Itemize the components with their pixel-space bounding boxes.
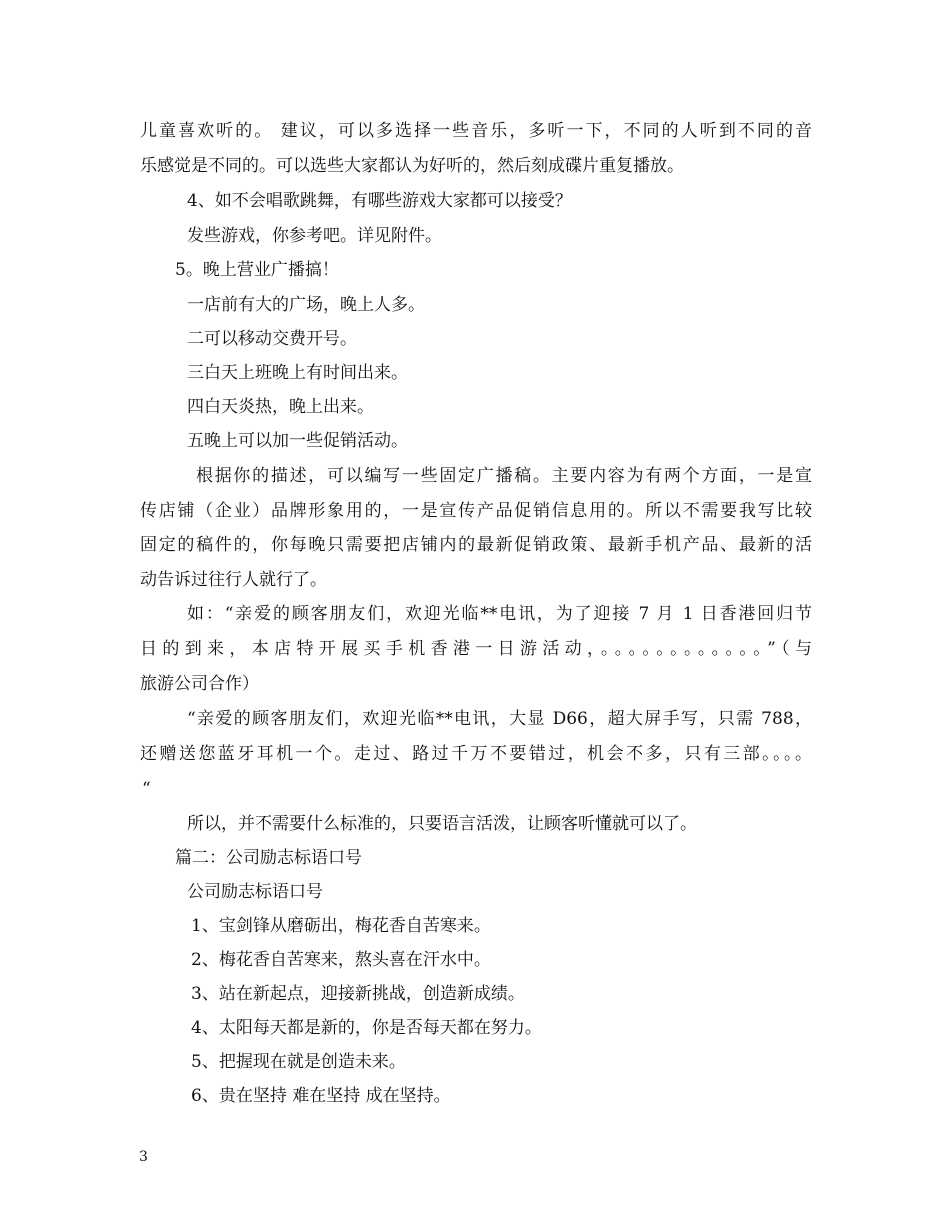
paragraph-line: 乐感觉是不同的。可以选些大家都认为好听的，然后刻成碟片重复播放。 [140,156,684,176]
page-number: 3 [139,1149,148,1165]
list-item: 二可以移动交费开号。 [187,329,357,349]
paragraph-line: 所以，并不需要什么标准的，只要语言活泼，让顾客听懂就可以了。 [187,814,697,834]
paragraph-line: 日的到来，本店特开展买手机香港一日游活动，。。。。。。。。。。。。”（与 [140,639,812,659]
paragraph-line: 如：“亲爱的顾客朋友们，欢迎光临**电讯，为了迎接 7 月 1 日香港回归节 [187,604,812,624]
paragraph-line: 旅游公司合作） [140,674,259,694]
list-item: 1、宝剑锋从磨砺出，梅花香自苦寒来。 [191,916,491,936]
paragraph-line: 传店铺（企业）品牌形象用的，一是宣传产品促销信息用的。所以不需要我写比较 [140,501,812,521]
paragraph-line: 固定的稿件的，你每晚只需要把店铺内的最新促销政策、最新手机产品、最新的活 [140,535,812,555]
paragraph-line: “ [142,779,151,799]
paragraph-line: 动告诉过往行人就行了。 [140,570,327,590]
section-heading: 5。晚上营业广播搞！ [175,260,339,280]
section-heading: 篇二：公司励志标语口号 [175,848,362,868]
paragraph-line: “亲爱的顾客朋友们，欢迎光临**电讯，大显 D66，超大屏手写，只需 788， [187,709,812,729]
paragraph-line: 还赠送您蓝牙耳机一个。走过、路过千万不要错过，机会不多，只有三部。。。。 [140,744,812,764]
paragraph-line: 发些游戏，你参考吧。详见附件。 [187,226,442,246]
list-item: 2、梅花香自苦寒来，熬头喜在汗水中。 [191,950,491,970]
paragraph-line: 4、如不会唱歌跳舞，有哪些游戏大家都可以接受？ [187,191,572,211]
list-item: 6、贵在坚持 难在坚持 成在坚持。 [191,1086,451,1106]
subheading: 公司励志标语口号 [187,882,323,902]
list-item: 4、太阳每天都是新的，你是否每天都在努力。 [191,1018,542,1038]
list-item: 三白天上班晚上有时间出来。 [187,363,408,383]
list-item: 3、站在新起点，迎接新挑战，创造新成绩。 [191,984,525,1004]
list-item: 5、把握现在就是创造未来。 [191,1052,406,1072]
list-item: 一店前有大的广场，晚上人多。 [187,295,425,315]
paragraph-line: 儿童喜欢听的。 建议，可以多选择一些音乐，多听一下，不同的人听到不同的音 [140,121,812,141]
list-item: 四白天炎热，晚上出来。 [187,397,374,417]
paragraph-line: 根据你的描述，可以编写一些固定广播稿。主要内容为有两个方面，一是宣 [196,466,812,486]
list-item: 五晚上可以加一些促销活动。 [187,431,408,451]
